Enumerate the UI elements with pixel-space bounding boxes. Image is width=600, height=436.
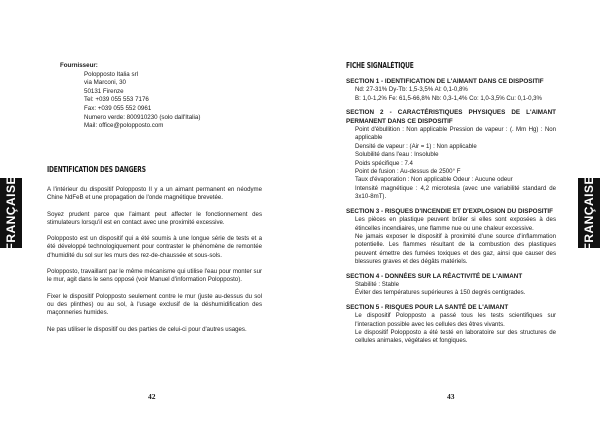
section-line: B: 1,0-1,2% Fe: 61,5-66,8% Nb: 0,3-1,4% Co: 1,0-3,5% Cu: 0,1-0,3%	[355, 94, 542, 102]
section-line: Le dispositif Polopposto a été testé en laboratoire sur des structures de cellules animales, végétales et fongiques.	[355, 328, 556, 345]
section-line: Stabilité : Stable	[355, 280, 400, 288]
section-line: Point de fusion : Au-dessus de 2500° F	[355, 168, 461, 176]
language-tab-right	[578, 175, 600, 251]
supplier-line: Fax: +039 055 552 0961	[84, 104, 152, 112]
page-number-right: 43	[447, 392, 455, 401]
section-line: Taux d'évaporation : Non applicable Odeur : Aucune odeur	[355, 176, 513, 184]
section	[346, 208, 556, 267]
paragraph: Polopposto, travaillant par le même mécanisme qui utilise l'eau pour monter sur le mur, agit dans le sens opposé (voir Manuel d'information Polopposto).	[47, 268, 262, 284]
section-line: Le dispositif Polopposto a passé tous les tests scientifiques sur l'interaction possible avec les cellules des êtres vivants.	[355, 312, 556, 328]
supplier-line: Mail: office@polopposto.com	[84, 122, 164, 130]
supplier-line: Numero verde: 800910230 (solo dall'Italia)	[84, 113, 201, 121]
section	[346, 109, 556, 201]
section-title: SECTION 1 - IDENTIFICATION DE L'AIMANT DANS CE DISPOSITIF	[346, 78, 544, 85]
section	[346, 304, 556, 346]
paragraph: A l'intérieur du dispositif Polopposto Il y a un aimant permanent en néodyme Chine NdFeB et une propagation de l'onde magnétique brevetée.	[47, 186, 262, 202]
language-tab-label: FRANÇAISE	[4, 175, 18, 251]
page-number-left: 42	[148, 392, 156, 401]
right-page	[300, 0, 600, 436]
section-line: Intensité magnétique : 4,2 microtesla (avec une variabilité standard de 3x10-8mT).	[355, 184, 556, 201]
sections-block	[346, 78, 556, 346]
language-tab-left	[0, 175, 22, 251]
supplier-line: Polopposto Italia srl	[84, 70, 138, 78]
paragraph: Ne pas utiliser le dispositif ou des parties de celui-ci pour d'autres usages.	[47, 325, 247, 333]
paragraph: Fixer le dispositif Polopposto seulement contre le mur (juste au-dessus du sol ou des plinthes) ou au sol, à l'usage exclusif de la déshumidification des maçonneries humides.	[47, 292, 262, 317]
sheet-heading: FICHE SIGNALÉTIQUE	[346, 61, 414, 70]
paragraph: Polopposto est un dispositif qui a été soumis à une longue série de tests et a été développé technologiquement pour contraster le phénomène de remontée d'humidité du sol sur les murs des rez-de-chaussée et sous-sols.	[47, 235, 262, 259]
section-title: SECTION 3 - RISQUES D'INCENDIE ET D'EXPLOSION DU DISPOSITIF	[346, 207, 553, 215]
section	[346, 78, 556, 103]
section-title: SECTION 4 - DONNÉES SUR LA RÉACTIVITÉ DE L'AIMANT	[346, 272, 523, 280]
supplier-block	[60, 62, 260, 131]
supplier-line: 50131 Firenze	[84, 87, 124, 95]
section-line: Éviter des températures supérieures à 150 degrés centigrades.	[355, 289, 526, 297]
section-line: Solubilité dans l'eau : Insoluble	[355, 151, 439, 159]
language-tab-label: FRANÇAISE	[582, 175, 596, 251]
paragraph: Soyez prudent parce que l'aimant peut affecter le fonctionnement des stimulateurs lorsqu'il est en contact avec une proximité excessive.	[47, 210, 262, 226]
section-line: Densité de vapeur : (Air = 1) : Non applicable	[355, 142, 477, 150]
section-line: Point d'ébullition : Non applicable Pression de vapeur : (. Mm Hg) : Non applicable	[355, 126, 556, 142]
section-title: SECTION 5 - RISQUES POUR LA SANTÉ DE L'AIMANT	[346, 303, 509, 311]
section-title: SECTION 2 - CARACTÉRISTIQUES PHYSIQUES DE L'AIMANT PERMANENT DANS CE DISPOSITIF	[346, 109, 556, 125]
supplier-line: Tel: +039 055 553 7176	[84, 96, 149, 104]
section-line: Les pièces en plastique peuvent brûler si elles sont exposées à des étincelles incendiaires, une flamme nue ou une chaleur excessive.	[355, 216, 556, 232]
section-line: Ne jamais exposer le dispositif à proximité d'une source d'inflammation potentielle. Les flammes résultant de la combustion des plastiques peuvent émettre des fumées toxiques et des gaz, ainsi que causer des blessures graves et des dégâts matériels.	[355, 232, 556, 266]
section	[346, 273, 556, 298]
section-line: Nd: 27-31% Dy-Tb: 1,5-3,5% Al: 0,1-0,8%	[355, 86, 468, 94]
dangers-text	[47, 186, 262, 342]
supplier-line: via Marconi, 30	[84, 79, 126, 87]
section-line: Poids spécifique : 7.4	[355, 159, 413, 167]
dangers-heading: IDENTIFICATION DES DANGERS	[47, 165, 146, 174]
supplier-label: Fournisseur:	[60, 62, 98, 69]
